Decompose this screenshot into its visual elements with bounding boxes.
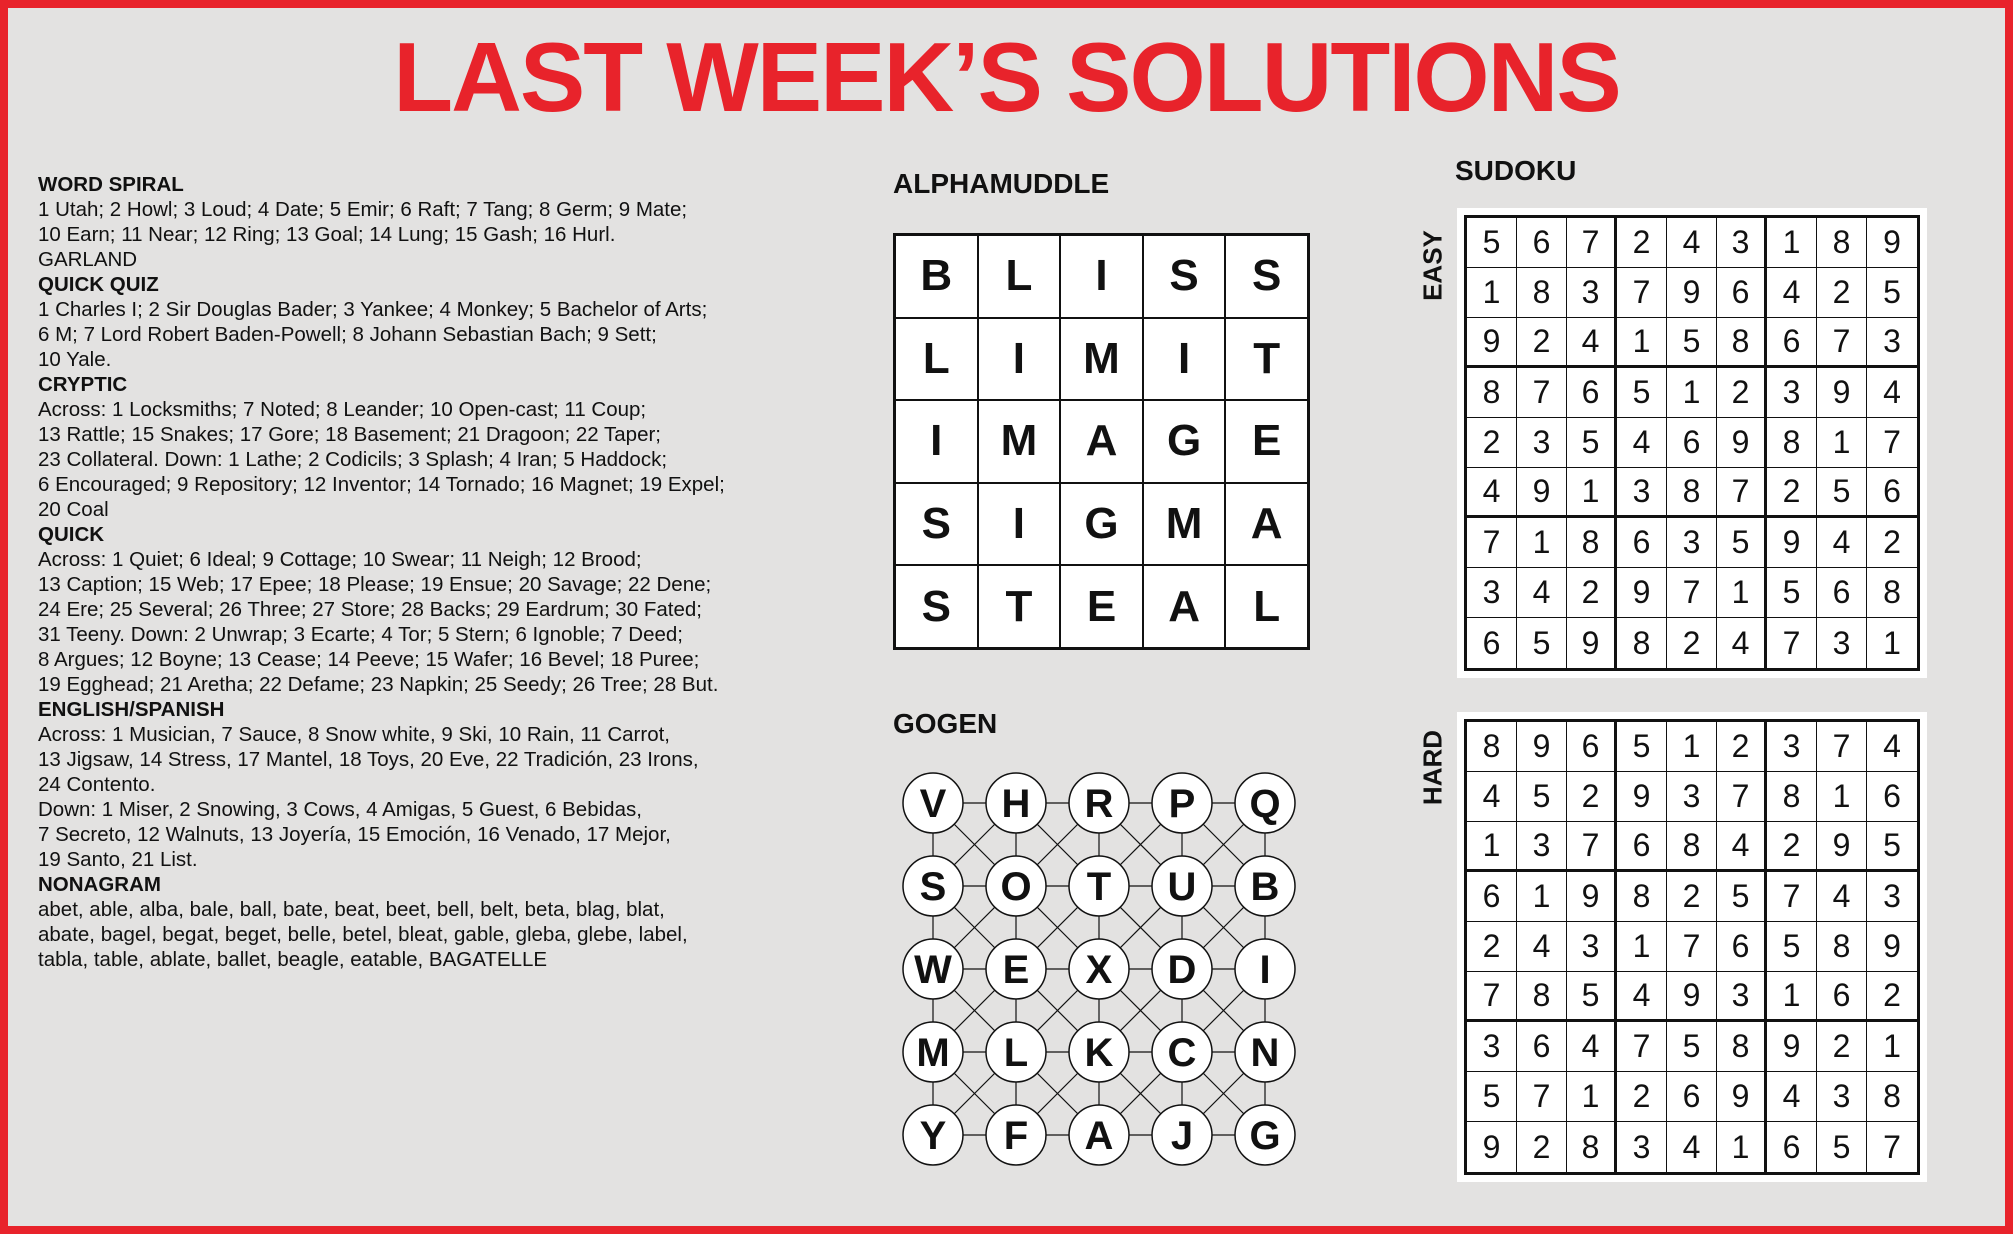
alphamuddle-cell: A xyxy=(1060,400,1143,483)
sudoku-cell: 6 xyxy=(1817,972,1867,1022)
solutions-column xyxy=(38,172,858,972)
solution-english-spanish xyxy=(38,697,858,872)
sudoku-cell: 8 xyxy=(1617,872,1667,922)
alphamuddle-cell: S xyxy=(1225,235,1308,318)
gogen-letter: S xyxy=(919,865,947,909)
sudoku-cell: 2 xyxy=(1467,418,1517,468)
sudoku-cell: 3 xyxy=(1867,318,1917,368)
sudoku-cell: 9 xyxy=(1717,1072,1767,1122)
sudoku-cell: 5 xyxy=(1867,822,1917,872)
sudoku-cell: 7 xyxy=(1717,772,1767,822)
sudoku-cell: 5 xyxy=(1667,318,1717,368)
sudoku-cell: 4 xyxy=(1467,468,1517,518)
sudoku-cell: 9 xyxy=(1467,1122,1517,1172)
sudoku-cell: 2 xyxy=(1567,568,1617,618)
sudoku-cell: 5 xyxy=(1867,268,1917,318)
sudoku-cell: 5 xyxy=(1817,1122,1867,1172)
gogen-letter: G xyxy=(1249,1114,1281,1158)
sudoku-cell: 3 xyxy=(1517,418,1567,468)
section-title: CRYPTIC xyxy=(38,373,128,396)
sudoku-cell: 1 xyxy=(1517,518,1567,568)
sudoku-cell: 2 xyxy=(1617,218,1667,268)
sudoku-cell: 1 xyxy=(1567,1072,1617,1122)
sudoku-cell: 4 xyxy=(1517,568,1567,618)
section-body: 1 Utah; 2 Howl; 3 Loud; 4 Date; 5 Emir; 6 Raft; 7 Tang; 8 Germ; 9 Mate; 10 Earn; 11 Near; 12 Ring; 13 Goal; 14 Lung; 15 Gash; 16 Hurl. GARLAND xyxy=(38,198,688,271)
sudoku-cell: 6 xyxy=(1717,268,1767,318)
alphamuddle-grid xyxy=(893,233,1310,650)
section-body: Across: 1 Locksmiths; 7 Noted; 8 Leander; 10 Open-cast; 11 Coup; 13 Rattle; 15 Snakes; 17 Gore; 18 Basement; 21 Dragoon; 22 Taper; 23 Collateral. Down: 1 Lathe; 2 Codicils; 3 Splash; 4 Iran; 5 Haddock; 6 Encouraged; 9 Repository; 12 Inventor; 14 Tornado; 16 Magnet; 19 Expel; 20 Coal xyxy=(38,398,725,521)
sudoku-cell: 4 xyxy=(1467,772,1517,822)
sudoku-cell: 7 xyxy=(1817,318,1867,368)
sudoku-cell: 7 xyxy=(1617,268,1667,318)
sudoku-cell: 1 xyxy=(1617,922,1667,972)
sudoku-cell: 7 xyxy=(1617,1022,1667,1072)
gogen-label: GOGEN xyxy=(893,708,998,739)
sudoku-cell: 4 xyxy=(1667,218,1717,268)
sudoku-cell: 6 xyxy=(1867,772,1917,822)
section-body: Across: 1 Musician, 7 Sauce, 8 Snow white, 9 Ski, 10 Rain, 11 Carrot, 13 Jigsaw, 14 Stress, 17 Mantel, 18 Toys, 20 Eve, 22 Tradición, 23 Irons, 24 Contento. Down: 1 Miser, 2 Snowing, 3 Cows, 4 Amigas, 5 Guest, 6 Bebidas, 7 Secreto, 12 Walnuts, 13 Joyería, 15 Emoción, 16 Venado, 17 Mejor, 19 Santo, 21 List. xyxy=(38,723,699,871)
sudoku-cell: 6 xyxy=(1617,822,1667,872)
gogen-letter: I xyxy=(1259,948,1271,992)
gogen-grid xyxy=(890,760,1310,1180)
sudoku-cell: 9 xyxy=(1767,1022,1817,1072)
alphamuddle-cell: I xyxy=(1060,235,1143,318)
sudoku-cell: 9 xyxy=(1717,418,1767,468)
sudoku-cell: 4 xyxy=(1867,368,1917,418)
sudoku-cell: 9 xyxy=(1667,268,1717,318)
sudoku-cell: 6 xyxy=(1517,218,1567,268)
sudoku-cell: 9 xyxy=(1817,822,1867,872)
alphamuddle-cell: L xyxy=(978,235,1061,318)
section-title: WORD SPIRAL xyxy=(38,173,184,196)
sudoku-cell: 2 xyxy=(1717,722,1767,772)
sudoku-cell: 5 xyxy=(1767,568,1817,618)
section-title: QUICK xyxy=(38,523,105,546)
gogen-letter: T xyxy=(1086,865,1112,909)
sudoku-cell: 1 xyxy=(1767,218,1817,268)
sudoku-cell: 2 xyxy=(1867,518,1917,568)
sudoku-cell: 6 xyxy=(1467,618,1517,668)
section-title: ENGLISH/SPANISH xyxy=(38,698,225,721)
gogen-letter: K xyxy=(1084,1031,1114,1075)
sudoku-cell: 8 xyxy=(1617,618,1667,668)
sudoku-cell: 4 xyxy=(1717,618,1767,668)
sudoku-cell: 1 xyxy=(1817,418,1867,468)
sudoku-cell: 3 xyxy=(1517,822,1567,872)
sudoku-cell: 9 xyxy=(1567,872,1617,922)
sudoku-cell: 6 xyxy=(1717,922,1767,972)
sudoku-cell: 8 xyxy=(1817,218,1867,268)
sudoku-cell: 5 xyxy=(1617,722,1667,772)
gogen-letter: P xyxy=(1168,782,1196,826)
gogen-letter: M xyxy=(916,1031,950,1075)
solution-nonagram xyxy=(38,872,858,972)
sudoku-cell: 8 xyxy=(1717,1022,1767,1072)
sudoku-cell: 2 xyxy=(1517,1122,1567,1172)
gogen-letter: X xyxy=(1085,948,1113,992)
sudoku-cell: 2 xyxy=(1817,268,1867,318)
alphamuddle-cell: G xyxy=(1143,400,1226,483)
sudoku-cell: 5 xyxy=(1567,972,1617,1022)
page-title: LAST WEEK’S SOLUTIONS xyxy=(393,22,1620,132)
sudoku-cell: 8 xyxy=(1667,468,1717,518)
sudoku-cell: 1 xyxy=(1467,268,1517,318)
sudoku-cell: 5 xyxy=(1617,368,1667,418)
gogen-letter: B xyxy=(1250,865,1280,909)
sudoku-cell: 8 xyxy=(1517,268,1567,318)
alphamuddle-cell: S xyxy=(895,483,978,566)
sudoku-cell: 4 xyxy=(1617,972,1667,1022)
alphamuddle-cell: I xyxy=(1143,318,1226,401)
sudoku-cell: 3 xyxy=(1667,518,1717,568)
sudoku-cell: 6 xyxy=(1767,1122,1817,1172)
sudoku-cell: 7 xyxy=(1667,922,1717,972)
sudoku-cell: 4 xyxy=(1767,1072,1817,1122)
alphamuddle-cell: A xyxy=(1225,483,1308,566)
sudoku-cell: 8 xyxy=(1817,922,1867,972)
sudoku-cell: 1 xyxy=(1467,822,1517,872)
sudoku-cell: 3 xyxy=(1817,1072,1867,1122)
sudoku-cell: 8 xyxy=(1567,1122,1617,1172)
sudoku-cell: 4 xyxy=(1567,318,1617,368)
alphamuddle-label: ALPHAMUDDLE xyxy=(893,168,1110,199)
sudoku-cell: 5 xyxy=(1817,468,1867,518)
sudoku-easy-grid xyxy=(1464,215,1920,671)
sudoku-cell: 3 xyxy=(1717,972,1767,1022)
sudoku-cell: 7 xyxy=(1817,722,1867,772)
sudoku-cell: 1 xyxy=(1517,872,1567,922)
sudoku-cell: 7 xyxy=(1767,872,1817,922)
section-title: NONAGRAM xyxy=(38,873,161,896)
sudoku-cell: 1 xyxy=(1867,1022,1917,1072)
sudoku-cell: 2 xyxy=(1467,922,1517,972)
sudoku-cell: 8 xyxy=(1717,318,1767,368)
sudoku-cell: 9 xyxy=(1867,922,1917,972)
sudoku-cell: 9 xyxy=(1617,568,1667,618)
sudoku-cell: 1 xyxy=(1667,722,1717,772)
alphamuddle-cell: L xyxy=(1225,565,1308,648)
sudoku-cell: 4 xyxy=(1667,1122,1717,1172)
sudoku-cell: 9 xyxy=(1567,618,1617,668)
sudoku-cell: 2 xyxy=(1867,972,1917,1022)
sudoku-cell: 7 xyxy=(1567,218,1617,268)
alphamuddle-cell: M xyxy=(1060,318,1143,401)
sudoku-cell: 8 xyxy=(1467,722,1517,772)
sudoku-cell: 8 xyxy=(1767,418,1817,468)
sudoku-cell: 3 xyxy=(1617,1122,1667,1172)
sudoku-cell: 1 xyxy=(1883,624,1901,661)
gogen-letter: O xyxy=(1000,865,1032,909)
sudoku-cell: 1 xyxy=(1767,972,1817,1022)
sudoku-cell: 9 xyxy=(1517,722,1567,772)
sudoku-cell: 9 xyxy=(1817,368,1867,418)
gogen-letter: D xyxy=(1167,948,1197,992)
sudoku-cell: 4 xyxy=(1717,822,1767,872)
sudoku-cell: 9 xyxy=(1867,218,1917,268)
sudoku-cell: 5 xyxy=(1717,518,1767,568)
sudoku-cell: 3 xyxy=(1567,922,1617,972)
sudoku-cell: 8 xyxy=(1517,972,1567,1022)
sudoku-cell: 3 xyxy=(1717,218,1767,268)
gogen-letter: W xyxy=(914,948,952,992)
sudoku-cell: 3 xyxy=(1817,618,1867,668)
sudoku-cell: 3 xyxy=(1867,872,1917,922)
sudoku-hard xyxy=(1457,712,1927,1182)
sudoku-cell: 1 xyxy=(1717,568,1767,618)
sudoku-cell: 7 xyxy=(1467,518,1517,568)
gogen-letter: R xyxy=(1084,782,1114,826)
gogen-letter: C xyxy=(1167,1031,1197,1075)
sudoku-cell: 7 xyxy=(1717,468,1767,518)
sudoku-cell: 8 xyxy=(1867,568,1917,618)
alphamuddle-cell: E xyxy=(1225,400,1308,483)
sudoku-cell: 2 xyxy=(1617,1072,1667,1122)
alphamuddle-cell: A xyxy=(1143,565,1226,648)
sudoku-cell: 7 xyxy=(1767,618,1817,668)
sudoku-cell: 1 xyxy=(1667,368,1717,418)
sudoku-label: SUDOKU xyxy=(1455,155,1577,186)
alphamuddle-cell: L xyxy=(895,318,978,401)
sudoku-cell: 7 xyxy=(1517,368,1567,418)
sudoku-cell: 2 xyxy=(1567,772,1617,822)
sudoku-cell: 9 xyxy=(1517,468,1567,518)
alphamuddle-cell: T xyxy=(978,565,1061,648)
alphamuddle-cell: B xyxy=(895,235,978,318)
alphamuddle-cell: I xyxy=(978,483,1061,566)
sudoku-cell: 1 xyxy=(1567,468,1617,518)
sudoku-cell: 9 xyxy=(1617,772,1667,822)
sudoku-cell: 5 xyxy=(1567,418,1617,468)
sudoku-cell: 6 xyxy=(1867,468,1917,518)
sudoku-cell: 3 xyxy=(1467,568,1517,618)
sudoku-cell: 1 xyxy=(1617,318,1667,368)
sudoku-cell: 2 xyxy=(1717,368,1767,418)
sudoku-cell: 3 xyxy=(1767,368,1817,418)
sudoku-cell: 6 xyxy=(1467,872,1517,922)
sudoku-cell: 3 xyxy=(1767,722,1817,772)
sudoku-cell: 5 xyxy=(1517,618,1567,668)
sudoku-easy xyxy=(1457,208,1927,678)
alphamuddle-cell: I xyxy=(895,400,978,483)
alphamuddle-cell: T xyxy=(1225,318,1308,401)
sudoku-cell: 7 xyxy=(1567,822,1617,872)
sudoku-cell: 6 xyxy=(1817,568,1867,618)
section-title: QUICK QUIZ xyxy=(38,273,159,296)
solution-quick-quiz xyxy=(38,272,858,372)
solution-word-spiral xyxy=(38,172,858,272)
sudoku-cell: 5 xyxy=(1667,1022,1717,1072)
gogen-letter: N xyxy=(1250,1031,1280,1075)
gogen-letter: L xyxy=(1003,1031,1029,1075)
sudoku-cell: 7 xyxy=(1883,1128,1901,1165)
gogen-letter: V xyxy=(919,782,947,826)
sudoku-cell: 4 xyxy=(1767,268,1817,318)
sudoku-cell: 5 xyxy=(1467,218,1517,268)
sudoku-cell: 6 xyxy=(1517,1022,1567,1072)
gogen-letter: H xyxy=(1001,782,1031,826)
sudoku-cell: 3 xyxy=(1667,772,1717,822)
sudoku-easy-label: EASY xyxy=(1417,230,1448,301)
sudoku-cell: 5 xyxy=(1767,922,1817,972)
alphamuddle-cell: S xyxy=(1143,235,1226,318)
gogen-letter: F xyxy=(1003,1114,1029,1158)
gogen-letter: E xyxy=(1002,948,1030,992)
sudoku-cell: 1 xyxy=(1817,772,1867,822)
sudoku-cell: 5 xyxy=(1517,772,1567,822)
sudoku-cell: 7 xyxy=(1517,1072,1567,1122)
gogen-letter: Y xyxy=(919,1114,947,1158)
sudoku-cell: 4 xyxy=(1867,722,1917,772)
sudoku-cell: 7 xyxy=(1867,418,1917,468)
sudoku-cell: 9 xyxy=(1467,318,1517,368)
sudoku-cell: 6 xyxy=(1667,418,1717,468)
sudoku-cell: 7 xyxy=(1667,568,1717,618)
solution-quick xyxy=(38,522,858,697)
sudoku-cell: 2 xyxy=(1767,468,1817,518)
alphamuddle-cell: E xyxy=(1060,565,1143,648)
sudoku-cell: 3 xyxy=(1567,268,1617,318)
section-body: abet, able, alba, bale, ball, bate, beat, beet, bell, belt, beta, blag, blat, abate, bagel, begat, beget, belle, betel, bleat, gable, gleba, glebe, label, tabla, table, ablate, ballet, beagle, eatable, BAGATELLE xyxy=(38,898,688,971)
sudoku-cell: 8 xyxy=(1767,772,1817,822)
sudoku-cell: 7 xyxy=(1467,972,1517,1022)
sudoku-cell: 4 xyxy=(1817,518,1867,568)
sudoku-cell: 5 xyxy=(1717,872,1767,922)
sudoku-cell: 6 xyxy=(1767,318,1817,368)
sudoku-cell: 6 xyxy=(1567,722,1617,772)
sudoku-cell: 5 xyxy=(1467,1072,1517,1122)
gogen-letter: A xyxy=(1084,1114,1114,1158)
alphamuddle-cell: M xyxy=(1143,483,1226,566)
sudoku-cell: 8 xyxy=(1667,822,1717,872)
sudoku-cell: 9 xyxy=(1767,518,1817,568)
sudoku-hard-label: HARD xyxy=(1417,729,1448,806)
sudoku-cell: 6 xyxy=(1567,368,1617,418)
section-body: 1 Charles I; 2 Sir Douglas Bader; 3 Yankee; 4 Monkey; 5 Bachelor of Arts; 6 M; 7 Lord Robert Baden-Powell; 8 Johann Sebastian Bach; 9 Sett; 10 Yale. xyxy=(38,298,708,371)
sudoku-cell: 2 xyxy=(1517,318,1567,368)
sudoku-cell: 4 xyxy=(1617,418,1667,468)
sudoku-cell: 8 xyxy=(1567,518,1617,568)
alphamuddle-cell: I xyxy=(978,318,1061,401)
sudoku-cell: 9 xyxy=(1667,972,1717,1022)
sudoku-cell: 6 xyxy=(1617,518,1667,568)
sudoku-cell: 8 xyxy=(1867,1072,1917,1122)
alphamuddle-cell: S xyxy=(895,565,978,648)
gogen-letter: Q xyxy=(1249,782,1281,826)
sudoku-cell: 6 xyxy=(1667,1072,1717,1122)
gogen-letter: J xyxy=(1170,1114,1194,1158)
sudoku-cell: 4 xyxy=(1567,1022,1617,1072)
sudoku-cell: 1 xyxy=(1717,1122,1767,1172)
sudoku-cell: 3 xyxy=(1617,468,1667,518)
sudoku-cell: 2 xyxy=(1767,822,1817,872)
section-body: Across: 1 Quiet; 6 Ideal; 9 Cottage; 10 Swear; 11 Neigh; 12 Brood; 13 Caption; 15 Web; 17 Epee; 18 Please; 19 Ensue; 20 Savage; 22 Dene; 24 Ere; 25 Several; 26 Three; 27 Store; 28 Backs; 29 Eardrum; 30 Fated; 31 Teeny. Down: 2 Unwrap; 3 Ecarte; 4 Tor; 5 Stern; 6 Ignoble; 7 Deed; 8 Argues; 12 Boyne; 13 Cease; 14 Peeve; 15 Wafer; 16 Bevel; 18 Puree; 19 Egghead; 21 Aretha; 22 Defame; 23 Napkin; 25 Seedy; 26 Tree; 28 But. xyxy=(38,548,719,696)
alphamuddle-cell: G xyxy=(1060,483,1143,566)
sudoku-cell: 2 xyxy=(1667,618,1717,668)
sudoku-cell: 2 xyxy=(1817,1022,1867,1072)
sudoku-cell: 8 xyxy=(1467,368,1517,418)
solution-cryptic xyxy=(38,372,858,522)
sudoku-cell: 3 xyxy=(1467,1022,1517,1072)
sudoku-cell: 4 xyxy=(1817,872,1867,922)
sudoku-cell: 4 xyxy=(1517,922,1567,972)
sudoku-hard-grid xyxy=(1464,719,1920,1175)
sudoku-cell: 2 xyxy=(1667,872,1717,922)
gogen-letter: U xyxy=(1167,865,1197,909)
alphamuddle-cell: M xyxy=(978,400,1061,483)
